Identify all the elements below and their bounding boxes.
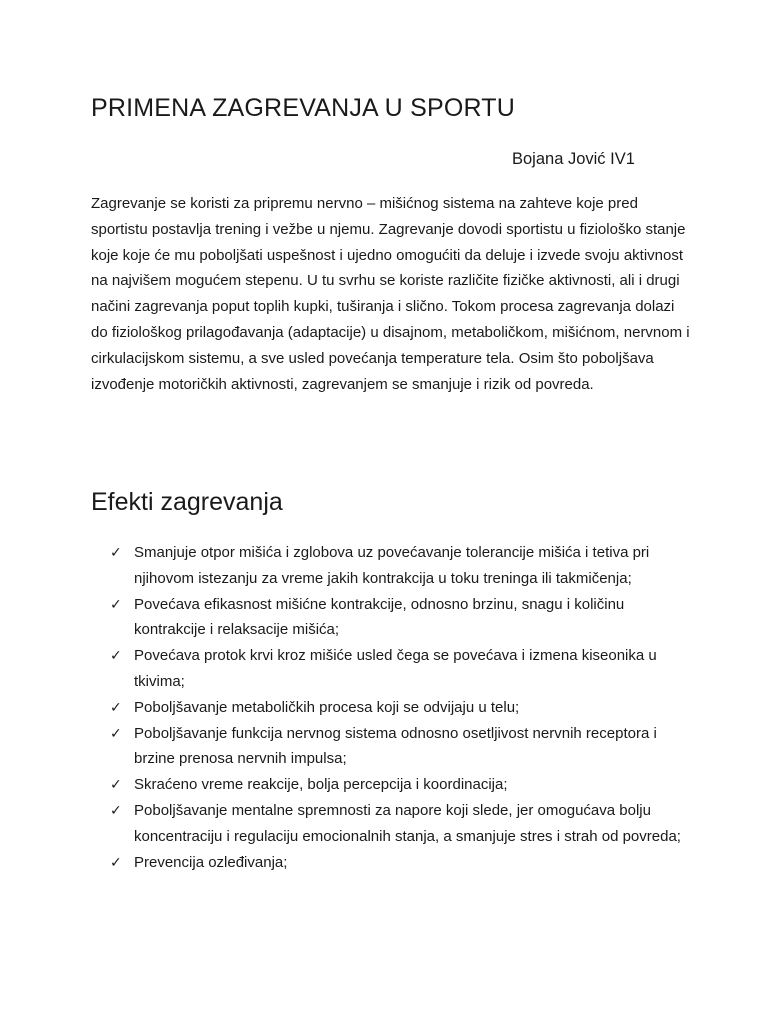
list-item-text: Poboljšavanje metaboličkih procesa koji se odvijaju u telu; — [134, 698, 520, 716]
list-item — [0, 695, 768, 721]
list-item — [0, 540, 768, 592]
list-item — [0, 798, 768, 850]
list-item-text: Prevencija ozleđivanja; — [134, 853, 288, 871]
document-title: PRIMENA ZAGREVANJA U SPORTU — [91, 94, 516, 122]
list-item-text: Poboljšavanje mentalne spremnosti za napore koji slede, jer omogućava bolju koncentraciju i regulaciju emocionalnih stanja, a smanjuje stres i strah od povreda; — [134, 801, 681, 845]
list-item — [0, 721, 768, 773]
list-item — [0, 643, 768, 695]
author-line: Bojana Jović IV1 — [512, 150, 635, 168]
checkmark-icon: ✓ — [110, 647, 122, 664]
list-item — [0, 772, 768, 798]
list-item — [0, 850, 768, 876]
intro-paragraph: Zagrevanje se koristi za pripremu nervno – mišićnog sistema na zahteve koje pred sportistu postavlja trening i vežbe u njemu. Zagrevanje dovodi sportistu u fiziološko stanje koje koje će mu poboljšati uspešnost i ujedno omogućiti da deluje i izvede svoju aktivnost na najvišem mogućem stepenu. U tu svrhu se koriste različite fizičke aktivnosti, ali i drugi načini zagrevanja poput toplih kupki, tuširanja i slično. Tokom procesa zagrevanja dolazi do fiziološkog prilagođavanja (adaptacije) u disajnom, metaboličkom, mišićnom, nervnom i cirkulacijskom sistemu, a sve usled povećanja temperature tela. Osim što poboljšava izvođenje motoričkih aktivnosti, zagrevanjem se smanjuje i rizik od povreda. — [91, 195, 690, 393]
list-item-text: Povećava protok krvi kroz mišiće usled čega se povećava i izmena kiseonika u tkivima; — [134, 647, 657, 690]
effects-list — [0, 540, 768, 875]
checkmark-icon: ✓ — [110, 698, 122, 715]
list-item-text: Skraćeno vreme reakcije, bolja percepcija i koordinacija; — [134, 776, 508, 794]
list-item — [0, 592, 768, 644]
checkmark-icon: ✓ — [110, 801, 122, 818]
section-heading: Efekti zagrevanja — [91, 488, 283, 516]
list-item-text: Povećava efikasnost mišićne kontrakcije, odnosno brzinu, snagu i količinu kontrakcije i relaksacije mišića; — [134, 595, 625, 639]
checkmark-icon: ✓ — [110, 544, 122, 560]
checkmark-icon: ✓ — [110, 776, 122, 793]
checkmark-icon: ✓ — [110, 853, 122, 870]
list-item-text: Poboljšavanje funkcija nervnog sistema odnosno osetljivost nervnih receptora i brzine prenosa nervnih impulsa; — [134, 724, 657, 768]
checkmark-icon: ✓ — [110, 724, 122, 741]
list-item-text: Smanjuje otpor mišića i zglobova uz povećavanje tolerancije mišića i tetiva pri njihovom istezanju za vreme jakih kontrakcija u toku treninga ili takmičenja; — [134, 544, 650, 587]
checkmark-icon: ✓ — [110, 595, 122, 612]
